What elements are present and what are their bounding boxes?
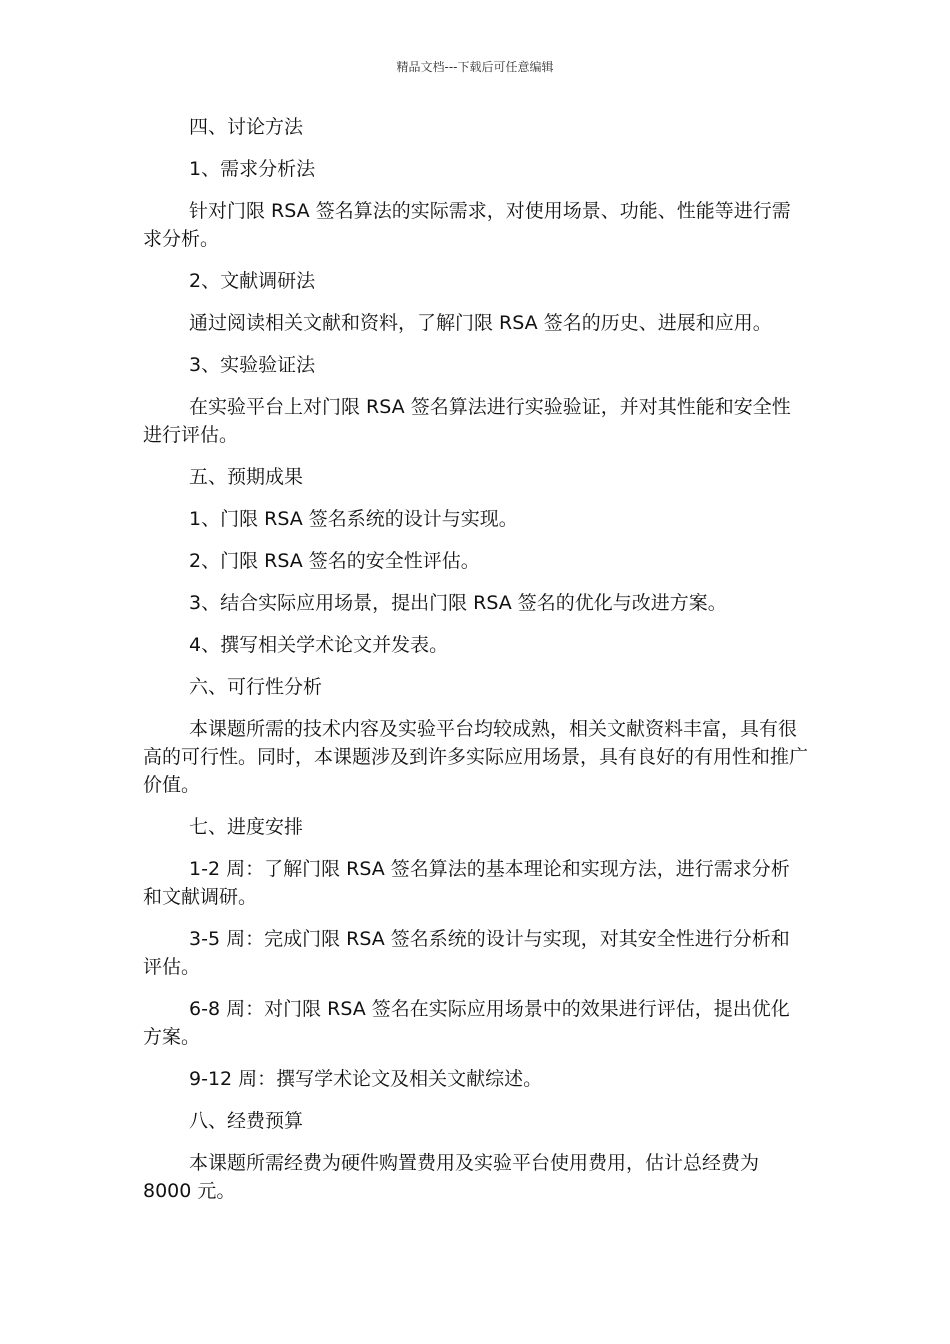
- subheading-requirements-analysis: 1、需求分析法: [189, 158, 316, 180]
- section-heading-methods: 四、讨论方法: [189, 116, 304, 138]
- document-body: [143, 113, 808, 1219]
- subheading-literature-research: 2、文献调研法: [189, 270, 316, 292]
- list-item: 2、门限 RSA 签名的安全性评估。: [189, 550, 480, 572]
- schedule-item: 3-5 周：完成门限 RSA 签名系统的设计与实现，对其安全性进行分析和评估。: [143, 928, 790, 978]
- list-item: 3、结合实际应用场景，提出门限 RSA 签名的优化与改进方案。: [189, 592, 727, 614]
- section-heading-expected-results: 五、预期成果: [189, 466, 304, 488]
- section-heading-feasibility: 六、可行性分析: [189, 676, 323, 698]
- subheading-experimental-verification: 3、实验验证法: [189, 354, 316, 376]
- paragraph: 本课题所需经费为硬件购置费用及实验平台使用费用，估计总经费为 8000 元。: [143, 1152, 760, 1202]
- list-item: 1、门限 RSA 签名系统的设计与实现。: [189, 508, 518, 530]
- page-header: 精品文档---下载后可任意编辑: [396, 60, 554, 74]
- paragraph: 本课题所需的技术内容及实验平台均较成熟，相关文献资料丰富，具有很高的可行性。同时，本课题涉及到许多实际应用场景，具有良好的有用性和推广价值。: [143, 718, 809, 796]
- section-heading-budget: 八、经费预算: [189, 1110, 304, 1132]
- section-heading-schedule: 七、进度安排: [189, 816, 304, 838]
- paragraph: 在实验平台上对门限 RSA 签名算法进行实验验证，并对其性能和安全性进行评估。: [143, 396, 791, 446]
- schedule-item: 9-12 周：撰写学术论文及相关文献综述。: [189, 1068, 543, 1090]
- schedule-item: 1-2 周：了解门限 RSA 签名算法的基本理论和实现方法，进行需求分析和文献调研。: [143, 858, 790, 908]
- list-item: 4、撰写相关学术论文并发表。: [189, 634, 449, 656]
- schedule-item: 6-8 周：对门限 RSA 签名在实际应用场景中的效果进行评估，提出优化方案。: [143, 998, 790, 1048]
- paragraph: 通过阅读相关文献和资料，了解门限 RSA 签名的历史、进展和应用。: [189, 312, 772, 334]
- paragraph: 针对门限 RSA 签名算法的实际需求，对使用场景、功能、性能等进行需求分析。: [143, 200, 791, 250]
